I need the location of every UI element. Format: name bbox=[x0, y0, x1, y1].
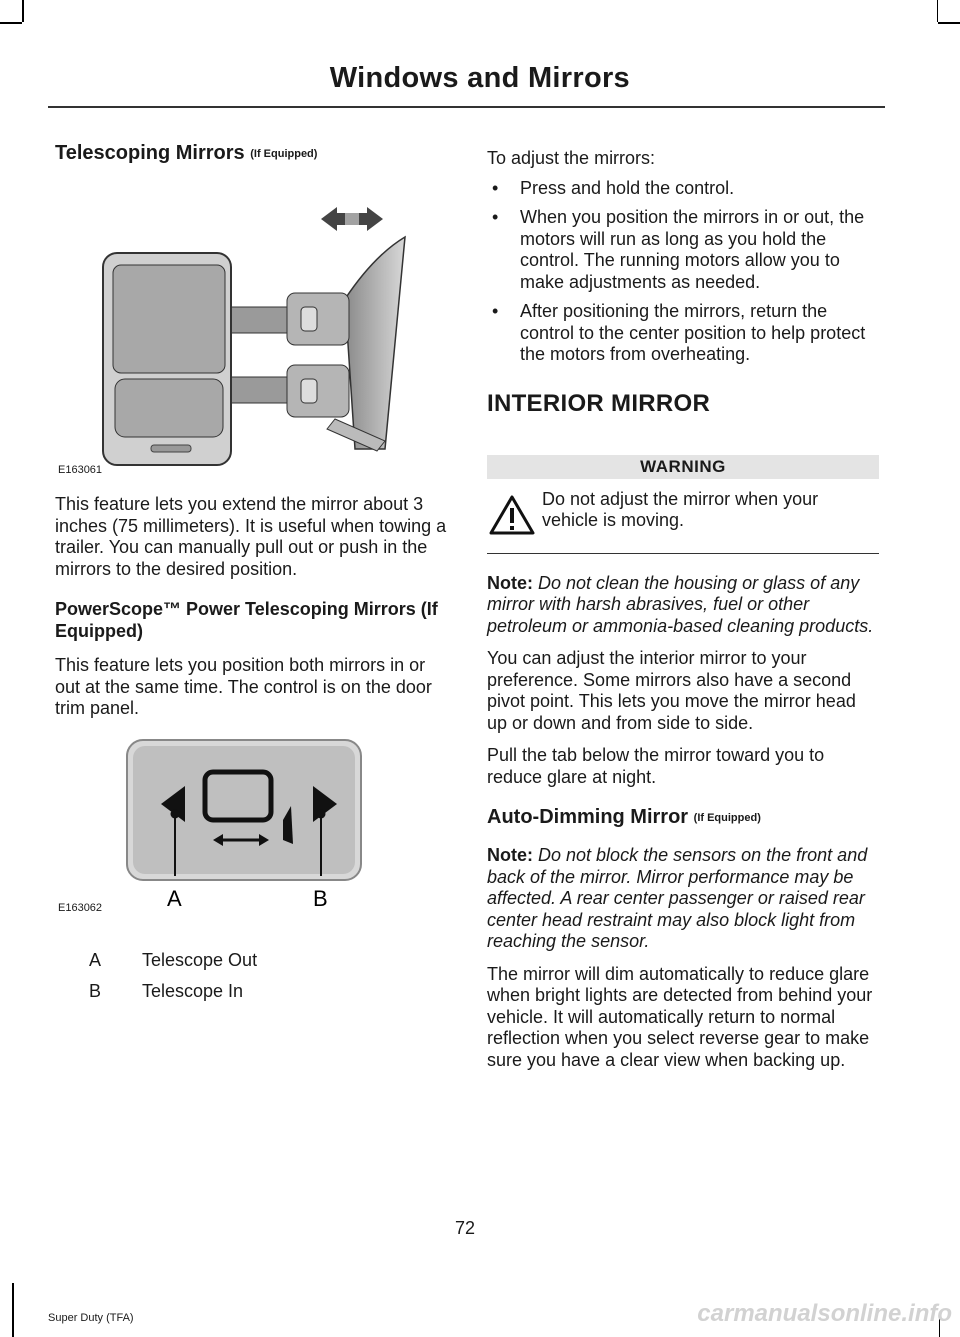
footer-model: Super Duty (TFA) bbox=[48, 1312, 134, 1324]
crop-mark bbox=[0, 22, 22, 24]
callout-legend bbox=[55, 949, 453, 1002]
legend-key: A bbox=[89, 949, 102, 970]
tab-paragraph: Pull the tab below the mirror toward you to reduce glare at night. bbox=[487, 745, 825, 787]
list-item: • When you position the mirrors in or out, the motors will run as long as you hold the control. The running motors allow you to make adjustments as needed. bbox=[487, 207, 879, 293]
note-label: Note: bbox=[487, 845, 533, 865]
page-number: 72 bbox=[454, 1218, 476, 1238]
dim-paragraph: The mirror will dim automatically to reduce glare when bright lights are detected from behind your vehicle. It will automatically return to normal reflection when you select reverse gear to make sure you have a clear view when backing up. bbox=[487, 963, 873, 1070]
note-cleaning bbox=[487, 573, 879, 638]
watermark: carmanualsonline.info bbox=[697, 1300, 952, 1327]
right-column bbox=[487, 148, 879, 1071]
legend-label: Telescope In bbox=[142, 980, 244, 1001]
crop-mark bbox=[12, 1283, 14, 1337]
powerscope-heading: PowerScope™ Power Telescoping Mirrors (If Equipped) bbox=[55, 599, 438, 641]
legend-label: Telescope Out bbox=[142, 949, 258, 970]
adjust-paragraph: You can adjust the interior mirror to your preference. Some mirrors also have a second pivot point. This lets you move the mirror head up or down and from side to side. bbox=[487, 648, 856, 733]
warning-box bbox=[487, 455, 879, 554]
adjust-steps-list bbox=[487, 178, 879, 366]
warning-label: WARNING bbox=[487, 455, 879, 479]
page-header-title: Windows and Mirrors bbox=[329, 62, 630, 94]
telescoping-heading bbox=[55, 140, 453, 167]
legend-key: B bbox=[89, 980, 102, 1001]
telescope-control-switch-illustration bbox=[55, 734, 453, 934]
figure-telescope-control bbox=[55, 734, 453, 934]
figure-id: E163062 bbox=[58, 901, 103, 914]
note-label: Note: bbox=[487, 572, 533, 593]
left-column bbox=[55, 140, 453, 1011]
crop-mark bbox=[937, 0, 939, 22]
interior-mirror-heading: INTERIOR MIRROR bbox=[487, 389, 711, 417]
telescoping-paragraph: This feature lets you extend the mirror about 3 inches (75 millimeters). It is useful when towing a trailer. You can manually pull out or push in the mirrors to the desired position. bbox=[55, 494, 447, 579]
powerscope-paragraph: This feature lets you position both mirrors in or out at the same time. The control is on the door trim panel. bbox=[55, 655, 432, 718]
note-text: Do not clean the housing or glass of any mirror with harsh abrasives, fuel or other petroleum or ammonia-based cleaning products. bbox=[487, 572, 874, 636]
autodim-title: Auto-Dimming Mirror bbox=[487, 806, 689, 828]
note-text: Do not block the sensors on the front and back of the mirror. Mirror performance may be affected. A rear center passenger or raised rear center head restraint may also block light from reaching the sensor. bbox=[487, 845, 868, 951]
header-rule bbox=[48, 106, 885, 108]
if-equipped-tag: (If Equipped) bbox=[250, 148, 318, 160]
warning-body bbox=[487, 479, 879, 554]
crop-mark bbox=[22, 0, 24, 22]
warning-triangle-icon bbox=[489, 495, 539, 540]
warning-text: Do not adjust the mirror when your vehicle is moving. bbox=[542, 488, 819, 530]
callout-a-label: A bbox=[167, 885, 182, 911]
note-sensors bbox=[487, 845, 879, 953]
legend-row bbox=[55, 949, 453, 971]
autodim-heading bbox=[487, 804, 879, 831]
legend-row bbox=[55, 980, 453, 1002]
adjust-intro: To adjust the mirrors: bbox=[487, 148, 656, 168]
crop-mark bbox=[938, 22, 960, 24]
list-item: • After positioning the mirrors, return the control to the center position to help protect the motors from overheating. bbox=[487, 301, 879, 366]
callout-b-label: B bbox=[313, 885, 328, 911]
figure-id: E163061 bbox=[58, 464, 103, 476]
figure-mirror-extension bbox=[55, 179, 453, 484]
telescoping-title: Telescoping Mirrors bbox=[55, 142, 245, 164]
if-equipped-tag: (If Equipped) bbox=[693, 812, 761, 824]
telescoping-mirror-illustration bbox=[55, 179, 453, 479]
list-item: • Press and hold the control. bbox=[487, 178, 879, 200]
